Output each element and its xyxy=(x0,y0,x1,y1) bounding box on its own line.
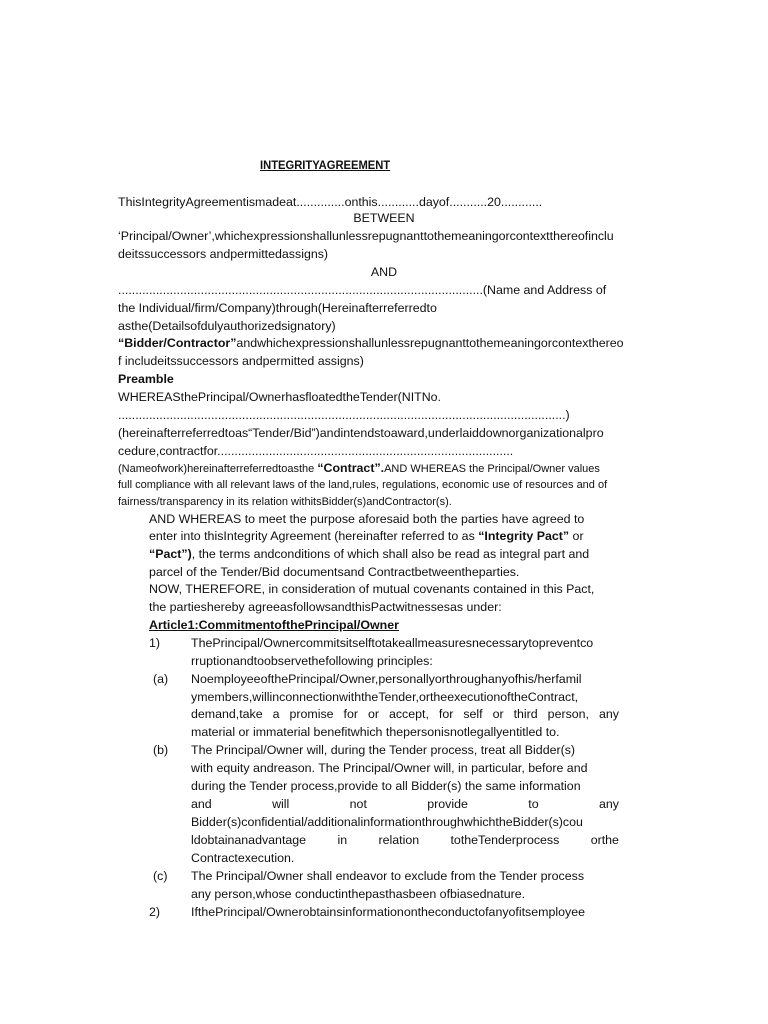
clause-b-line-1: The Principal/Owner will, during the Tender process, treat all Bidder(s) xyxy=(191,743,576,757)
intro-line: ThisIntegrityAgreementismadeat..............onthis............dayof...........20............ xyxy=(118,195,543,209)
bidder-dots: .......................................................................................................... xyxy=(118,283,483,297)
clause-b-line-7: Contractexecution. xyxy=(191,851,295,865)
clause-c-line-1: The Principal/Owner shall endeavor to exclude from the Tender process xyxy=(191,869,585,883)
whereas-line-5: NOW, THEREFORE, in consideration of mutual covenants contained in this Pact, xyxy=(149,582,595,596)
bidder-line-1 xyxy=(118,282,606,299)
clause-a-line-2: ymembers,willinconnectionwiththeTender,ortheexecutionoftheContract, xyxy=(191,690,579,704)
clause-b-line-2: with equity andreason. The Principal/Owner will, in particular, before and xyxy=(191,761,588,775)
clause-b-line-6 xyxy=(191,832,619,849)
integrity-pact-term: “Integrity Pact” xyxy=(478,529,570,543)
and-heading: AND xyxy=(370,265,398,279)
whereas-or: or xyxy=(569,529,584,543)
word: and xyxy=(191,797,212,811)
clause-b-line-3: during the Tender process,provide to all Bidder(s) the same information xyxy=(191,779,581,793)
word: provide xyxy=(427,797,468,811)
article-1-heading: Article1:CommitmentofthePrincipal/Owner xyxy=(149,618,399,632)
whereas-line-2 xyxy=(149,528,584,545)
word: not xyxy=(349,797,367,811)
word: or xyxy=(492,707,504,721)
preamble-line-1: WHEREASthePrincipal/OwnerhasfloatedtheTender(NITNo. xyxy=(118,390,441,404)
owner-line-2: deitssuccessors andpermittedassigns) xyxy=(118,247,329,261)
name-of-work-label: (Nameofwork)hereinafterreferredtoasthe xyxy=(118,463,318,475)
bidder-clause: andwhichexpressionshallunlessrepugnanttothemeaningorcontexthereo xyxy=(236,336,624,350)
word: any xyxy=(599,797,619,811)
word: will xyxy=(272,797,290,811)
preamble-line-6: full compliance with all relevant laws of the land,rules, regulations, economic use of resources and of xyxy=(118,479,608,491)
clause-b-number: (b) xyxy=(153,743,169,757)
word: ldobtainanadvantage xyxy=(191,833,307,847)
preamble-line-5 xyxy=(118,460,600,478)
word: orthe xyxy=(590,833,619,847)
clause-a-number: (a) xyxy=(153,672,169,686)
word: or xyxy=(367,707,379,721)
word: for xyxy=(438,707,454,721)
word: relation xyxy=(378,833,420,847)
clause-a-line-4: material or immaterial benefitwhich thepersonisnotlegallyentitled to. xyxy=(191,725,560,739)
word: in xyxy=(337,833,348,847)
contract-term: “Contract”. xyxy=(317,461,385,475)
clause-c-line-2: any person,whose conductinthepasthasbeen ofbiasednature. xyxy=(191,887,526,901)
item-2-number: 2) xyxy=(149,905,161,919)
preamble-heading: Preamble xyxy=(118,372,174,386)
between-heading: BETWEEN xyxy=(353,211,415,225)
whereas-text: enter into thisIntegrity Agreement (hereinafter referred to as xyxy=(149,529,479,543)
word: demand,take xyxy=(191,707,263,721)
whereas-values: AND WHEREAS the Principal/Owner values xyxy=(384,463,600,475)
word: promise xyxy=(289,707,334,721)
clause-b-line-5: Bidder(s)confidential/additionalinformationthroughwhichtheBidder(s)cou xyxy=(191,815,583,829)
clause-a-line-3 xyxy=(191,706,619,723)
whereas-terms: , the terms andconditions of which shall also be read as integral part and xyxy=(191,547,590,561)
word: for xyxy=(343,707,358,721)
word: to xyxy=(528,797,539,811)
bidder-line-5: f includeitssuccessors andpermitted assigns) xyxy=(118,354,364,368)
word: totheTenderprocess xyxy=(450,833,560,847)
word: accept, xyxy=(388,707,429,721)
word: person, xyxy=(547,707,590,721)
item-2-line-1: IfthePrincipal/Ownerobtainsinformationontheconductofanyofitsemployee xyxy=(191,905,585,919)
document-title: INTEGRITYAGREEMENT xyxy=(260,158,391,172)
bidder-term: “Bidder/Contractor” xyxy=(118,336,237,350)
bidder-line-4 xyxy=(118,335,624,352)
whereas-line-6: the partieshereby agreeasfollowsandthisPactwitnessesas under: xyxy=(149,600,502,614)
pact-term: “Pact”) xyxy=(149,547,192,561)
item-1-line-2: rruptionandtoobservethefollowing principles: xyxy=(191,654,433,668)
whereas-line-4: parcel of the Tender/Bid documentsand Contractbetweentheparties. xyxy=(149,565,520,579)
item-1-number: 1) xyxy=(149,636,161,650)
clause-a-line-1: NoemployeeofthePrincipal/Owner,personallyorthroughanyofhis/herfamil xyxy=(191,672,582,686)
bidder-name-label: (Name and Address of xyxy=(482,283,607,297)
item-1-line-1: ThePrincipal/Ownercommitsitselftotakeallmeasuresnecessarytopreventco xyxy=(191,636,594,650)
preamble-line-3: (hereinafterreferredtoas“Tender/Bid”)andintendstoaward,underlaiddownorganizationalpro xyxy=(118,426,604,440)
preamble-line-4: cedure,contractfor...................................................................................... xyxy=(118,444,514,458)
bidder-line-2: the Individual/firm/Company)through(Hereinafterreferredto xyxy=(118,301,437,315)
preamble-line-7: fairness/transparency in its relation withitsBidder(s)andContractor(s). xyxy=(118,496,452,508)
preamble-line-2: ..................................................................................................................................) xyxy=(118,408,570,422)
word: a xyxy=(272,707,280,721)
bidder-line-3: asthe(Detailsofdulyauthorizedsignatory) xyxy=(118,319,336,333)
word: self xyxy=(463,707,483,721)
clause-b-line-4 xyxy=(191,796,619,813)
whereas-line-3 xyxy=(149,546,589,563)
clause-c-number: (c) xyxy=(153,869,168,883)
word: third xyxy=(513,707,538,721)
owner-line-1: ‘Principal/Owner’,whichexpressionshallunlessrepugnanttothemeaningorcontextthereofinclu xyxy=(118,229,614,243)
whereas-line-1: AND WHEREAS to meet the purpose aforesaid both the parties have agreed to xyxy=(149,512,585,526)
word: any xyxy=(598,707,619,721)
